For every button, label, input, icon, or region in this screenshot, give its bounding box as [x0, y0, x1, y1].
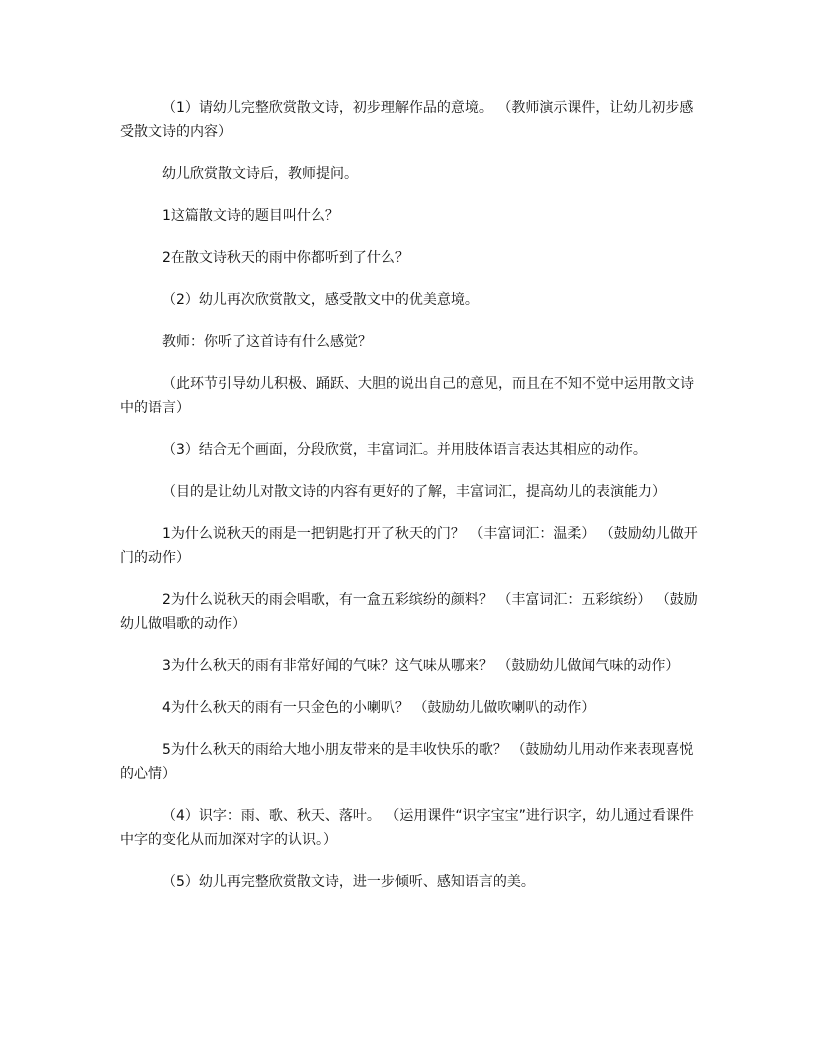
paragraph-12: 3为什么秋天的雨有非常好闻的气味？这气味从哪来？ （鼓励幼儿做闻气味的动作） [162, 658, 680, 674]
paragraph-15: （4）识字：雨、歌、秋天、落叶。 （运用课件“识字宝宝”进行识字，幼儿通过看课件中字的变化从而加深对字的认识。） [120, 808, 694, 848]
document-body [120, 96, 700, 894]
paragraph-14: 5为什么秋天的雨给大地小朋友带来的是丰收快乐的歌？ （鼓励幼儿用动作来表现喜悦的心情） [120, 742, 694, 782]
paragraph-13: 4为什么秋天的雨有一只金色的小喇叭？ （鼓励幼儿做吹喇叭的动作） [162, 700, 596, 716]
paragraph-11: 2为什么说秋天的雨会唱歌，有一盒五彩缤纷的颜料？ （丰富词汇：五彩缤纷） （鼓励幼儿做唱歌的动作） [120, 592, 698, 632]
paragraph-7: （此环节引导幼儿积极、踊跃、大胆的说出自己的意见，而且在不知不觉中运用散文诗中的语言） [120, 376, 694, 416]
paragraph-1: （1）请幼儿完整欣赏散文诗，初步理解作品的意境。 （教师演示课件，让幼儿初步感受散文诗的内容） [120, 100, 694, 140]
paragraph-3: 1这篇散文诗的题目叫什么？ [162, 208, 339, 224]
paragraph-4: 2在散文诗秋天的雨中你都听到了什么？ [162, 250, 409, 266]
paragraph-6: 教师：你听了这首诗有什么感觉？ [162, 334, 372, 350]
paragraph-2: 幼儿欣赏散文诗后，教师提问。 [162, 166, 358, 182]
paragraph-5: （2）幼儿再次欣赏散文，感受散文中的优美意境。 [162, 292, 479, 308]
paragraph-8: （3）结合无个画面，分段欣赏，丰富词汇。并用肢体语言表达其相应的动作。 [162, 442, 647, 458]
paragraph-16: （5）幼儿再完整欣赏散文诗，进一步倾听、感知语言的美。 [162, 874, 535, 890]
paragraph-9: （目的是让幼儿对散文诗的内容有更好的了解，丰富词汇，提高幼儿的表演能力） [162, 484, 666, 500]
paragraph-10: 1为什么说秋天的雨是一把钥匙打开了秋天的门？ （丰富词汇：温柔） （鼓励幼儿做开门的动作） [120, 526, 698, 566]
